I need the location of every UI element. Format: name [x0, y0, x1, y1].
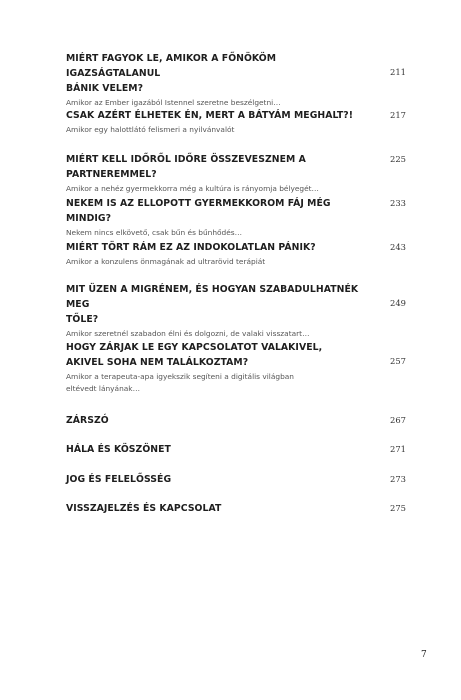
toc-entry-page: 257	[390, 356, 406, 366]
toc-entry-page: 249	[390, 298, 406, 308]
toc-entry-title: CSAK AZÉRT ÉLHETEK ÉN, MERT A BÁTYÁM MEGHALT?!	[66, 110, 354, 121]
toc-entry-subtitle: Amikor egy halottlátó felismeri a nyilvánvalót	[66, 125, 235, 134]
toc-entry-page: 225	[390, 154, 406, 164]
toc-entry-page: 211	[390, 67, 406, 77]
toc-entry-title: JOG ÉS FELELŐSSÉG	[66, 474, 172, 485]
toc-entry-subtitle: Amikor az Ember igazából Istennel szeretne beszélgetni…	[66, 98, 281, 107]
toc-entry-title: MIÉRT KELL IDŐRŐL IDŐRE ÖSSZEVESZNEM A PARTNEREMMEL?	[66, 154, 306, 180]
toc-entry-page: 243	[390, 242, 406, 252]
toc-entry-subtitle: Amikor a terapeuta-apa igyekszik segíteni a digitális világban eltévedt lányának…	[66, 372, 294, 393]
toc-entry	[66, 196, 406, 239]
toc-entry	[66, 501, 406, 516]
toc-entry-page: 271	[390, 444, 406, 454]
toc-entry-subtitle: Amikor a konzulens önmagának ad ultrarövid terápiát	[66, 257, 266, 266]
toc-entry-subtitle: Amikor szeretnél szabadon élni és dolgozni, de valaki visszatart…	[66, 329, 310, 338]
toc-entry-page: 267	[390, 415, 406, 425]
toc-entry	[66, 472, 406, 487]
toc-entry-subtitle: Amikor a nehéz gyermekkorra még a kultúra is rányomja bélyegét…	[66, 184, 319, 193]
toc-entry	[66, 240, 406, 268]
toc-entry	[66, 442, 406, 457]
toc-entry-title: ZÁRSZÓ	[66, 415, 109, 426]
toc-entry-subtitle: Nekem nincs elkövető, csak bűn és bűnhődés…	[66, 228, 243, 237]
toc-entry-title: MIÉRT TÖRT RÁM EZ AZ INDOKOLATLAN PÁNIK?	[66, 242, 316, 253]
toc-entry-page: 273	[390, 474, 406, 484]
toc-entry-title: MIT ÜZEN A MIGRÉNEM, ÉS HOGYAN SZABADULHATNÉK MEG TŐLE?	[66, 284, 359, 325]
toc-entry-page: 275	[390, 503, 406, 513]
toc-entry	[66, 282, 406, 340]
toc-entry-title: MIÉRT FAGYOK LE, AMIKOR A FŐNÖKÖM IGAZSÁGTALANUL BÁNIK VELEM?	[66, 53, 277, 94]
toc-entry-page: 217	[390, 110, 406, 120]
toc-entry-title: HÁLA ÉS KÖSZÖNET	[66, 444, 171, 455]
toc-entry	[66, 108, 406, 136]
toc-entry	[66, 51, 406, 109]
toc-entry-title: NEKEM IS AZ ELLOPOTT GYERMEKKOROM FÁJ MÉG MINDIG?	[66, 198, 331, 224]
toc-entry	[66, 413, 406, 428]
toc-entry-title: VISSZAJELZÉS ÉS KAPCSOLAT	[66, 503, 222, 514]
toc-entry	[66, 340, 406, 395]
toc-entry	[66, 152, 406, 195]
toc-entry-title: HOGY ZÁRJAK LE EGY KAPCSOLATOT VALAKIVEL, AKIVEL SOHA NEM TALÁLKOZTAM?	[66, 342, 323, 368]
toc-entry-page: 233	[390, 198, 406, 208]
page-number: 7	[421, 650, 427, 660]
